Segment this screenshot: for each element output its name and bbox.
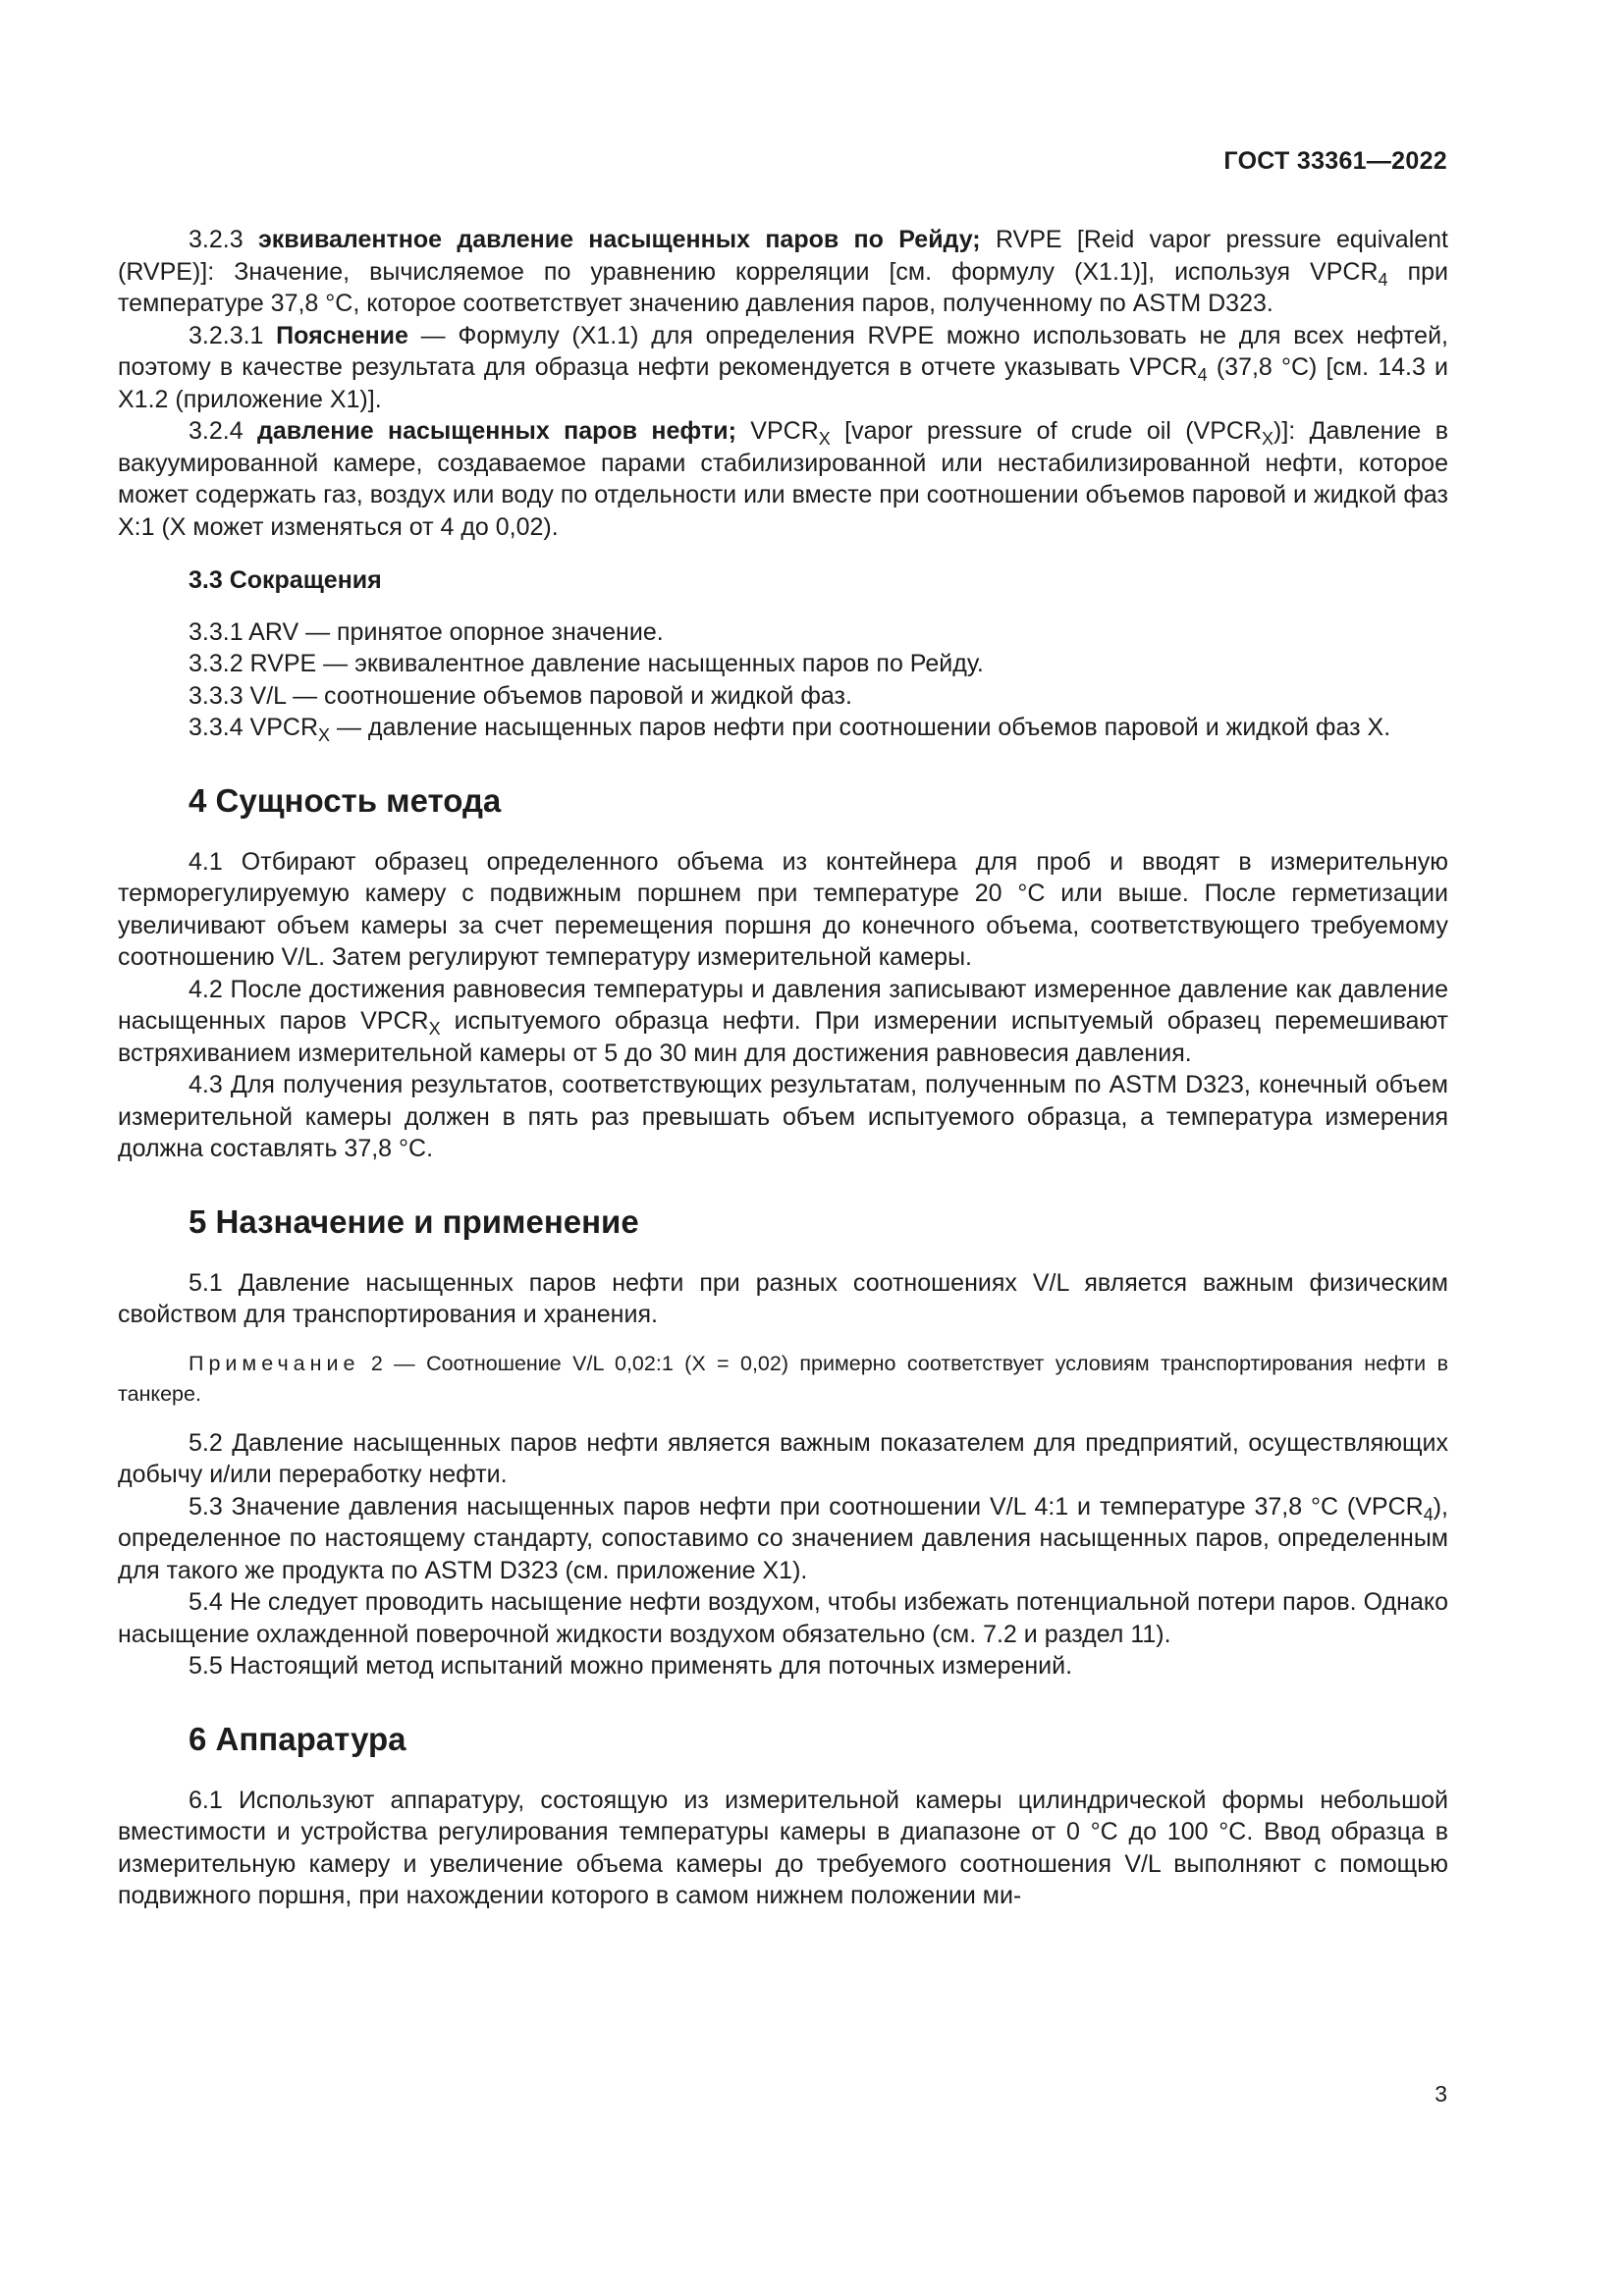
paragraph-4-2: 4.2 После достижения равновесия температуры и давления записывают измеренное давление как давление насыщенных паров $VPCR_X$ испытуемого образца нефти. При измерении испытуемый образец перемешивают встряхиванием измерительной камеры от 5 до 30 мин для достижения равновесия давления. (118, 975, 1448, 1067)
definition-term: эквивалентное давление насыщенных паров по Рейду; (257, 226, 981, 253)
note-2: Примечание 2 — Соотношение V/L 0,02:1 (X = 0,02) примерно соответствует условиям транспортирования нефти в танкере. (118, 1351, 1448, 1406)
definition-term: Пояснение (276, 321, 408, 349)
paragraph-6-1: 6.1 Используют аппаратуру, состоящую из измерительной камеры цилиндрической формы небольшой вместимости и устройства регулирования температуры камеры в диапазоне от 0 °С до 100 °С. Ввод образца в измерительную камеру и увеличение объема камеры до требуемого соотношения V/L выполняют с помощью подвижного поршня, при нахождении которого в самом нижнем положении ми- (118, 1786, 1448, 1909)
paragraph-5-1: 5.1 Давление насыщенных паров нефти при разных соотношениях V/L является важным физическим свойством для транспортирования и хранения. (118, 1268, 1448, 1328)
definition-term: давление насыщенных паров нефти; (257, 417, 736, 445)
paragraph-5-2: 5.2 Давление насыщенных паров нефти является важным показателем для предприятий, осуществляющих добычу и/или переработку нефти. (118, 1428, 1448, 1488)
abbreviation-item: 3.3.1 ARV — принятое опорное значение. (189, 617, 664, 646)
definition-3-2-3: 3.2.3 эквивалентное давление насыщенных паров по Рейду; RVPE [Reid vapor pressure equivalent (RVPE)]: Значение, вычисляемое по уравнению корреляции [см. формулу (X1.1)], используя $VPCR_4$ при температуре 37,8 °С, которое соответствует значению давления паров, полученному по ASTM D323. (118, 226, 1448, 317)
page-number: 3 (1435, 2081, 1447, 2107)
document-id-header: ГОСТ 33361—2022 (1223, 147, 1447, 175)
abbreviation-item: 3.3.4 $VPCR_X$ — давление насыщенных паров нефти при соотношении объемов паровой и жидкой фаз X. (189, 714, 1391, 745)
paragraph-5-3: 5.3 Значение давления насыщенных паров нефти при соотношении V/L 4:1 и температуре 37,8 °С $(VPCR_4)$, определенное по настоящему стандарту, сопоставимо со значением давления насыщенных паров, определенным для такого же продукта по ASTM D323 (см. приложение X1). (118, 1492, 1448, 1584)
note-label: Примечание (189, 1351, 360, 1375)
paragraph-4-1: 4.1 Отбирают образец определенного объема из контейнера для проб и вводят в измерительную терморегулируемую камеру с подвижным поршнем при температуре 20 °С или выше. После герметизации увеличивают объем камеры за счет перемещения поршня до конечного объема, соответствующего требуемому соотношению V/L. Затем регулируют температуру измерительной камеры. (118, 847, 1448, 971)
paragraph-5-5: 5.5 Настоящий метод испытаний можно применять для поточных измерений. (189, 1652, 1073, 1680)
abbreviations-heading: 3.3 Сокращения (189, 566, 382, 594)
definition-3-2-4: 3.2.4 давление насыщенных паров нефти; $VPCR_X$ [vapor pressure of crude oil $(VPCR_X)$]: Давление в вакуумированной камере, создаваемое парами стабилизированной или нестабилизированной нефти, которое может содержать газ, воздух или воду по отдельности или вместе при соотношении объемов паровой и жидкой фаз X:1 (X может изменяться от 4 до 0,02). (118, 417, 1448, 541)
definition-3-2-3-1: 3.2.3.1 Пояснение — Формулу (X1.1) для определения RVPE можно использовать не для всех нефтей, поэтому в качестве результата для образца нефти рекомендуется в отчете указывать $VPCR_4$ (37,8 °С) [см. 14.3 и X1.2 (приложение X1)]. (118, 321, 1448, 413)
abbreviations-list (118, 616, 1448, 744)
section-5-heading: 5 Назначение и применение (189, 1202, 639, 1240)
section-4-heading: 4 Сущность метода (189, 781, 502, 819)
page-content (118, 224, 1448, 1912)
abbreviation-item: 3.3.3 V/L — соотношение объемов паровой и жидкой фаз. (189, 681, 852, 710)
paragraph-5-4: 5.4 Не следует проводить насыщение нефти воздухом, чтобы избежать потенциальной потери паров. Однако насыщение охлажденной поверочной жидкости воздухом обязательно (см. 7.2 и раздел 11). (118, 1588, 1448, 1648)
section-6-heading: 6 Аппаратура (189, 1720, 406, 1757)
abbreviation-item: 3.3.2 RVPE — эквивалентное давление насыщенных паров по Рейду. (189, 650, 984, 677)
paragraph-4-3: 4.3 Для получения результатов, соответствующих результатам, полученным по ASTM D323, конечный объем измерительной камеры должен в пять раз превышать объем испытуемого образца, а температура измерения должна составлять 37,8 °С. (118, 1071, 1448, 1162)
